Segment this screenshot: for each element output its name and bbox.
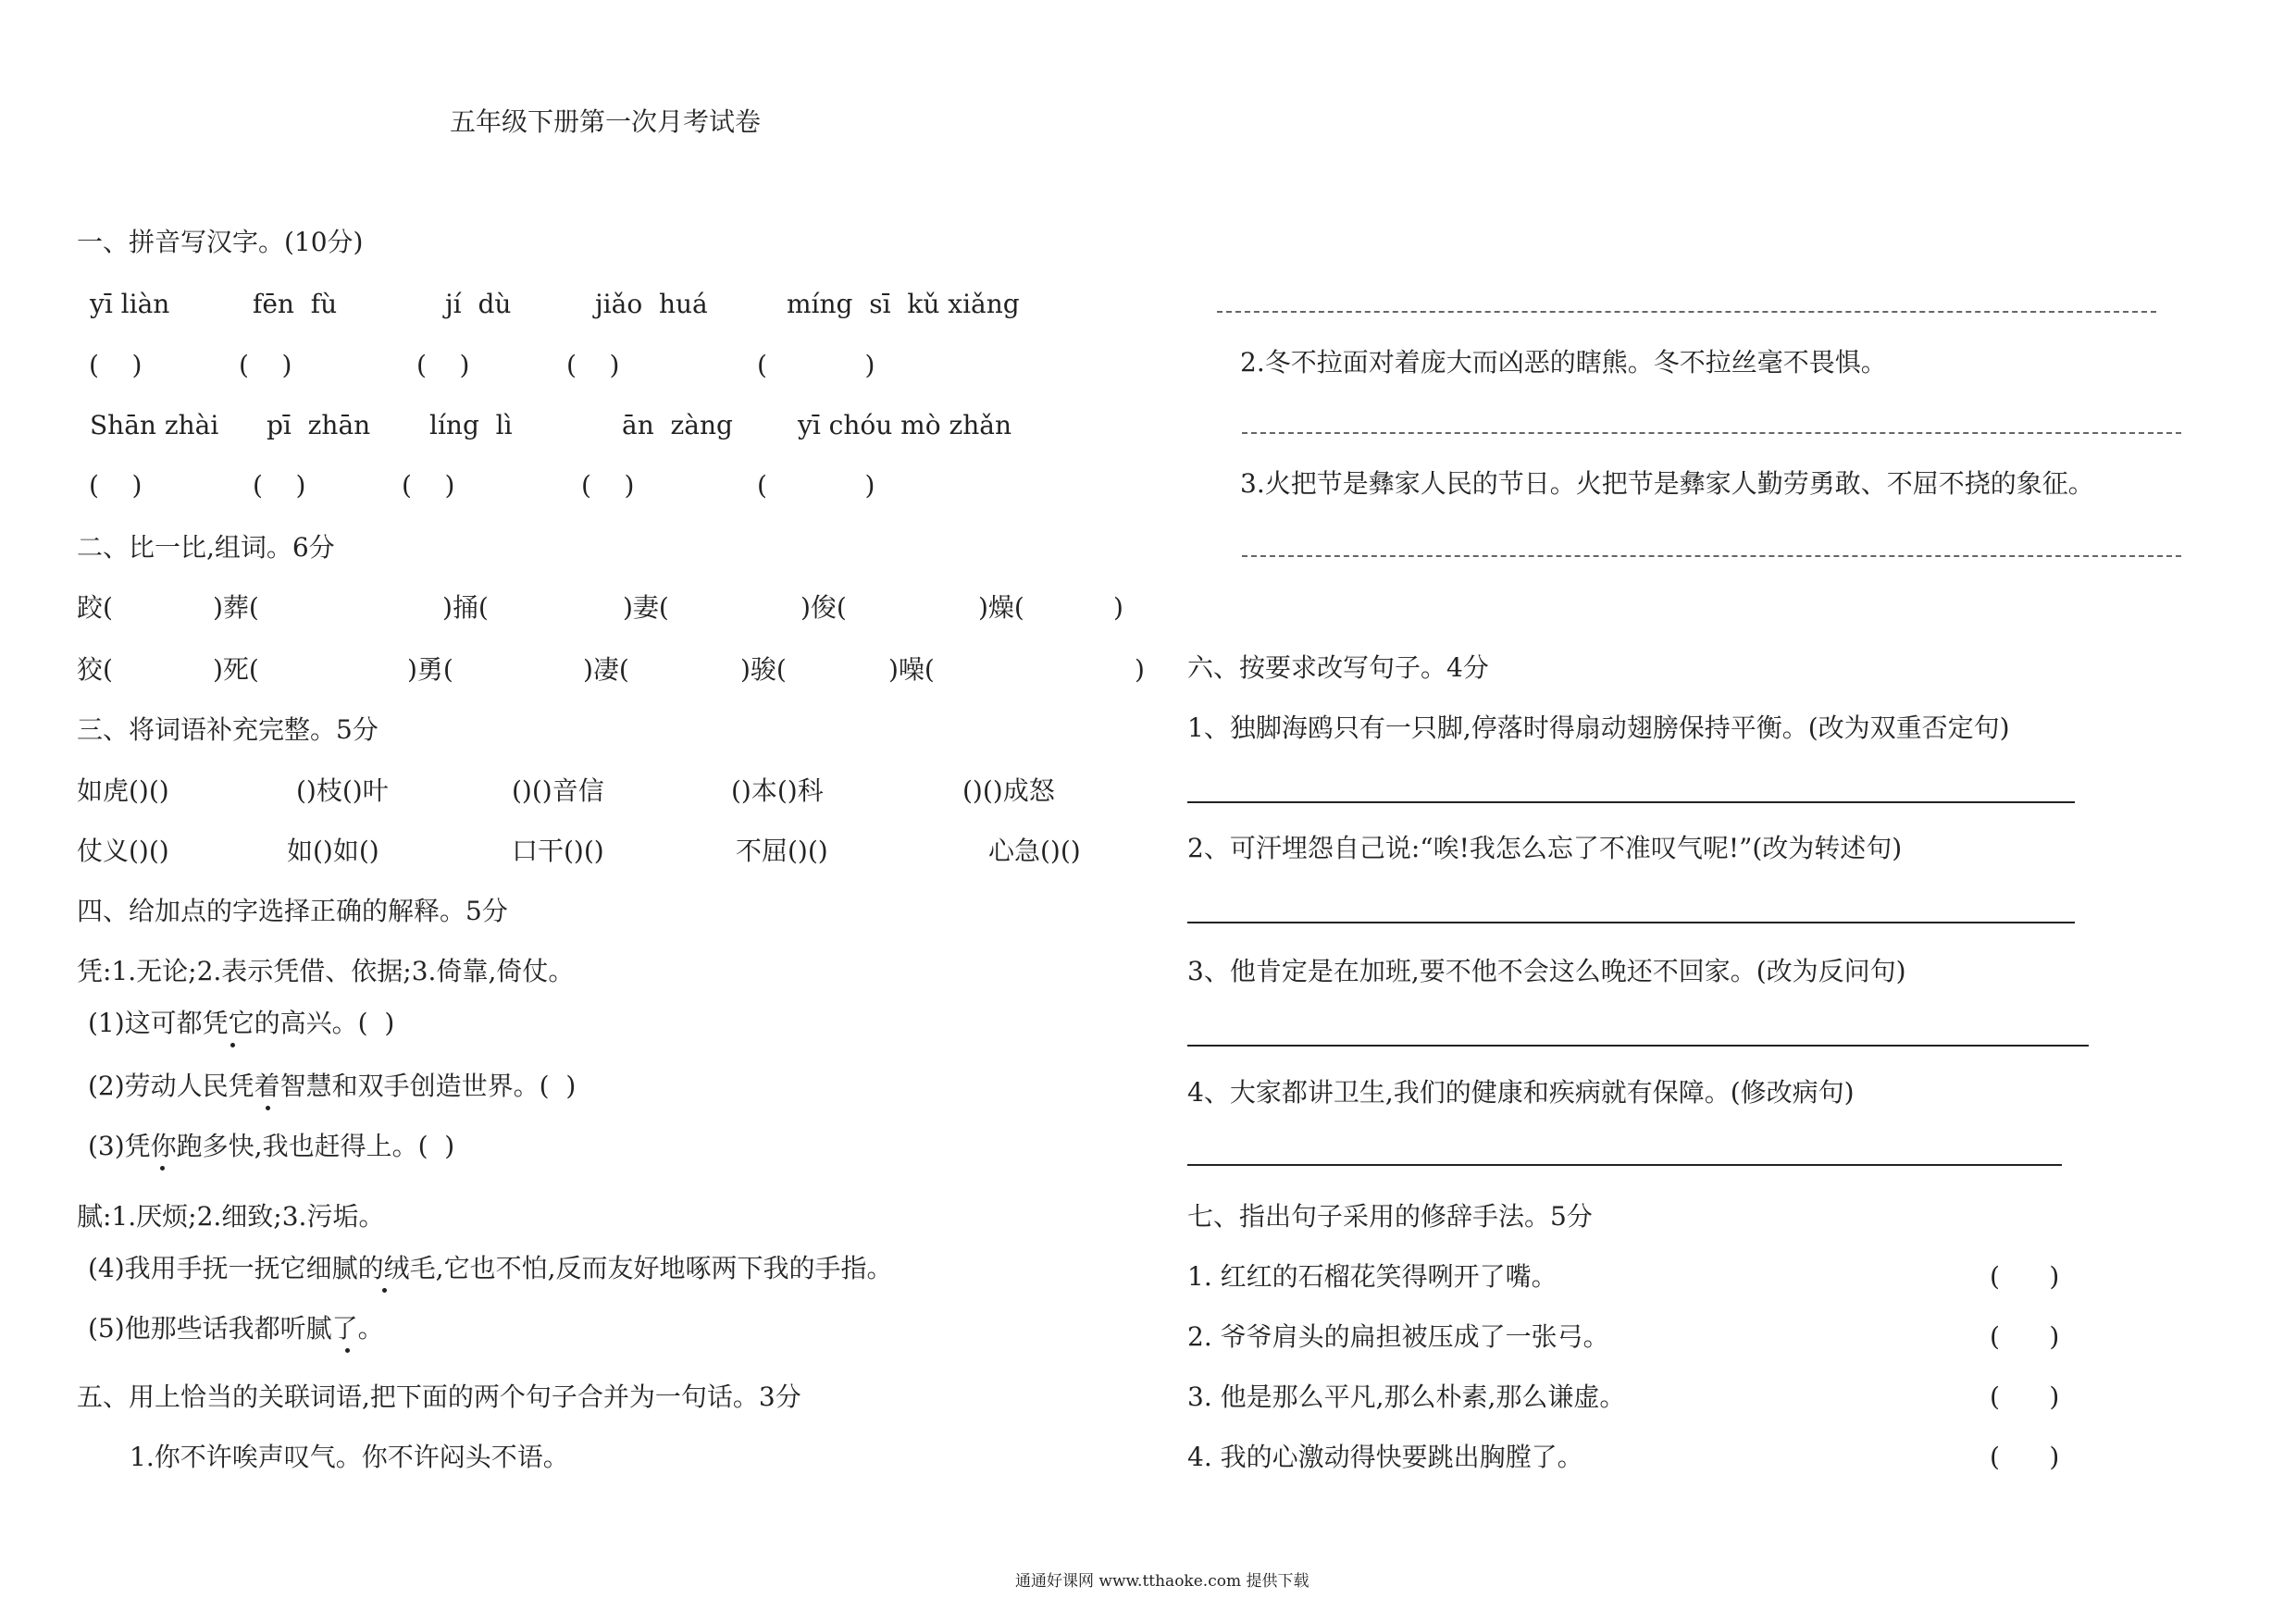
question-4-5: (5)他那些话我都听腻了。 [88, 1313, 384, 1344]
compare-word: )妻( [623, 592, 669, 623]
answer-paren[interactable]: ( ) [239, 350, 292, 380]
idiom: ()()成怒 [962, 775, 1055, 806]
answer-paren[interactable]: ( ) [402, 470, 455, 501]
compare-word: )燥( [978, 592, 1024, 623]
question-6-1: 1、独脚海鸥只有一只脚,停落时得扇动翅膀保持平衡。(改为双重否定句) [1187, 712, 2010, 743]
compare-word: )葬( [213, 592, 259, 623]
question-7-1: 1. 红红的石榴花笑得咧开了嘴。 [1187, 1261, 1558, 1292]
section-4-heading: 四、给加点的字选择正确的解释。5分 [77, 896, 508, 926]
emphasis-dot [266, 1106, 270, 1110]
emphasis-dot [230, 1043, 235, 1047]
idiom: 心急()() [988, 836, 1081, 866]
compare-word: )骏( [740, 654, 787, 685]
footer-credit: 通通好课网 www.tthaoke.com 提供下载 [1015, 1572, 1309, 1591]
compare-word: )凄( [583, 654, 629, 685]
pinyin-2: fēn fù [253, 289, 338, 319]
idiom: ()本()科 [731, 775, 824, 806]
pinyin-7: pī zhān [267, 410, 371, 440]
emphasis-dot [382, 1288, 387, 1293]
question-4-2: (2)劳动人民凭着智慧和双手创造世界。( ) [88, 1071, 577, 1101]
answer-line[interactable] [1187, 1045, 2089, 1047]
answer-paren[interactable]: ( ) [89, 350, 143, 380]
answer-line[interactable] [1242, 432, 2181, 434]
section-5-heading: 五、用上恰当的关联词语,把下面的两个句子合并为一句话。3分 [77, 1381, 801, 1412]
answer-paren[interactable]: ( ) [1990, 1442, 2060, 1472]
section-3-heading: 三、将词语补充完整。5分 [77, 714, 379, 745]
page-title: 五年级下册第一次月考试卷 [450, 106, 762, 137]
idiom: 如()如() [287, 836, 379, 866]
emphasis-dot [345, 1348, 350, 1353]
answer-paren[interactable]: ( ) [581, 470, 635, 501]
question-4-3: (3)凭你跑多快,我也赶得上。( ) [88, 1131, 455, 1161]
answer-line[interactable] [1187, 801, 2075, 803]
definition-ping: 凭:1.无论;2.表示凭借、依据;3.倚靠,倚仗。 [77, 956, 575, 986]
question-7-4: 4. 我的心激动得快要跳出胸膛了。 [1187, 1442, 1583, 1472]
pinyin-5: míng sī kǔ xiǎng [787, 289, 1020, 319]
answer-line[interactable] [1187, 922, 2075, 923]
pinyin-8: líng lì [429, 410, 513, 440]
question-5-2: 2.冬不拉面对着庞大而凶恶的瞎熊。冬不拉丝毫不畏惧。 [1240, 347, 1887, 378]
answer-paren[interactable]: ( ) [757, 350, 888, 380]
section-6-heading: 六、按要求改写句子。4分 [1187, 652, 1489, 683]
answer-paren[interactable]: ( ) [566, 350, 620, 380]
idiom: 不屈()() [736, 836, 828, 866]
answer-line[interactable] [1242, 555, 2181, 557]
question-7-3: 3. 他是那么平凡,那么朴素,那么谦虚。 [1187, 1381, 1626, 1412]
answer-line[interactable] [1187, 1164, 2062, 1166]
answer-paren[interactable]: ( ) [1990, 1321, 2060, 1352]
compare-word: 狡( [77, 654, 113, 685]
idiom: 如虎()() [77, 775, 169, 806]
pinyin-1: yī liàn [90, 289, 170, 319]
answer-paren[interactable]: ( ) [253, 470, 306, 501]
question-6-2: 2、可汗埋怨自己说:“唉!我怎么忘了不准叹气呢!”(改为转述句) [1187, 833, 1903, 863]
section-7-heading: 七、指出句子采用的修辞手法。5分 [1187, 1201, 1593, 1232]
section-2-heading: 二、比一比,组词。6分 [77, 532, 335, 563]
answer-paren[interactable]: ( ) [89, 470, 143, 501]
compare-word: )勇( [407, 654, 453, 685]
compare-word: )捅( [442, 592, 489, 623]
question-5-3: 3.火把节是彝家人民的节日。火把节是彝家人勤劳勇敢、不屈不挠的象征。 [1240, 468, 2094, 499]
idiom: ()()音信 [512, 775, 604, 806]
pinyin-3: jí dù [445, 289, 512, 319]
pinyin-4: jiǎo huá [595, 289, 708, 319]
answer-line[interactable] [1217, 311, 2156, 313]
pinyin-9: ān zàng [622, 410, 733, 440]
idiom: 口干()() [512, 836, 604, 866]
compare-word: )噪( [888, 654, 935, 685]
answer-paren[interactable]: ( ) [416, 350, 470, 380]
question-4-1: (1)这可都凭它的高兴。( ) [88, 1008, 395, 1038]
compare-word: )死( [213, 654, 259, 685]
question-6-3: 3、他肯定是在加班,要不他不会这么晚还不回家。(改为反问句) [1187, 956, 1906, 986]
idiom: ()枝()叶 [296, 775, 389, 806]
section-1-heading: 一、拼音写汉字。(10分) [77, 227, 364, 257]
emphasis-dot [160, 1166, 165, 1171]
idiom: 仗义()() [77, 836, 169, 866]
compare-word: 跤( [77, 592, 113, 623]
question-7-2: 2. 爷爷肩头的扁担被压成了一张弓。 [1187, 1321, 1609, 1352]
compare-word: ) [1135, 654, 1145, 685]
compare-word: ) [1113, 592, 1123, 623]
compare-word: )俊( [800, 592, 847, 623]
pinyin-10: yī chóu mò zhǎn [798, 410, 1011, 440]
answer-paren[interactable]: ( ) [1990, 1381, 2060, 1412]
question-6-4: 4、大家都讲卫生,我们的健康和疾病就有保障。(修改病句) [1187, 1077, 1855, 1108]
answer-paren[interactable]: ( ) [1990, 1261, 2060, 1292]
pinyin-6: Shān zhài [90, 410, 219, 440]
question-5-1: 1.你不许唉声叹气。你不许闷头不语。 [130, 1442, 569, 1472]
answer-paren[interactable]: ( ) [757, 470, 888, 501]
definition-ni: 腻:1.厌烦;2.细致;3.污垢。 [77, 1201, 385, 1232]
question-4-4: (4)我用手抚一抚它细腻的绒毛,它也不怕,反而友好地啄两下我的手指。 [88, 1253, 893, 1283]
